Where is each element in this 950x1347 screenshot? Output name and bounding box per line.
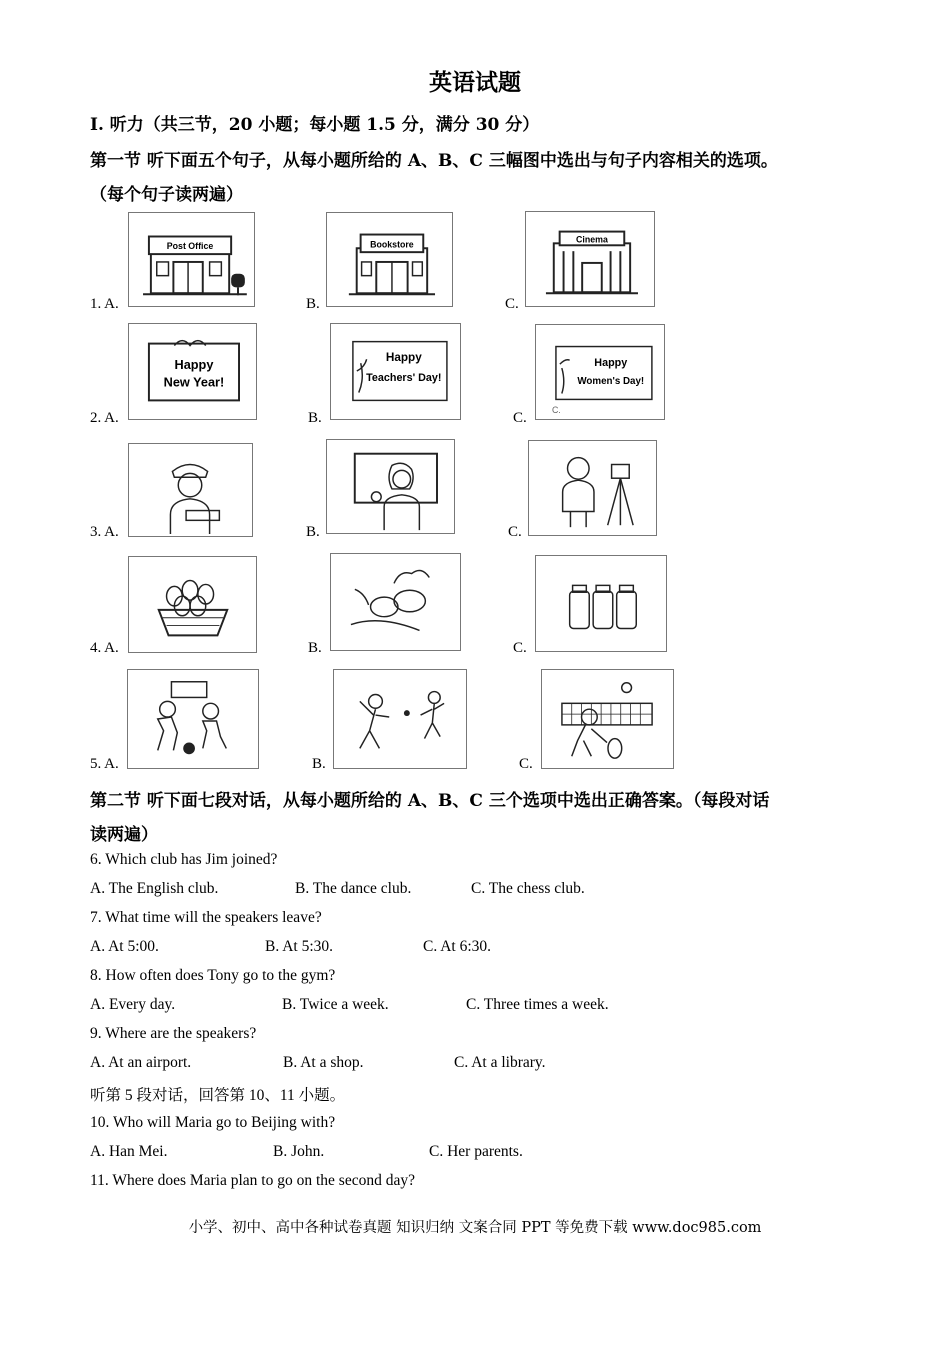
section1-instruction-line1: 第一节 听下面五个句子，从每小题所给的 A、B、C 三幅图中选出与句子内容相关的选项。: [90, 151, 778, 171]
dialog5-note: 听第 5 段对话，回答第 10、11 小题。: [90, 1087, 346, 1104]
q8-option-b[interactable]: B. Twice a week.: [282, 996, 389, 1013]
q5-label-b: B.: [312, 756, 326, 772]
q1-label-c: C.: [505, 296, 519, 312]
q5-option-c-tennis-image[interactable]: [541, 669, 674, 769]
q10-option-c[interactable]: C. Her parents.: [429, 1143, 523, 1160]
question-11: 11. Where does Maria plan to go on the second day?: [90, 1172, 415, 1189]
q3-label-b: B.: [306, 524, 320, 540]
q9-option-c[interactable]: C. At a library.: [454, 1054, 546, 1071]
q2-card-a-line2: New Year!: [163, 374, 225, 390]
q2-label-c: C.: [513, 410, 527, 426]
q1-option-c-cinema-image[interactable]: [525, 211, 655, 307]
q3-option-a-nurse-image[interactable]: [128, 443, 253, 537]
q3-option-c-reporter-image[interactable]: [528, 440, 657, 536]
q2-card-b-line2: Teachers' Day!: [366, 371, 442, 384]
q3-label-c: C.: [508, 524, 522, 540]
q4-label-b: B.: [308, 640, 322, 656]
q5-label-a: 5. A.: [90, 756, 119, 772]
q2-card-a-line1: Happy: [174, 357, 214, 373]
q2-card-c-line2: Women's Day!: [577, 375, 645, 387]
q7-option-c[interactable]: C. At 6:30.: [423, 938, 492, 955]
q5-label-c: C.: [519, 756, 533, 772]
q9-option-a[interactable]: A. At an airport.: [90, 1054, 192, 1071]
question-8: 8. How often does Tony go to the gym?: [90, 967, 336, 984]
q8-option-c[interactable]: C. Three times a week.: [466, 996, 609, 1013]
q10-option-a[interactable]: A. Han Mei.: [90, 1143, 168, 1160]
q5-option-b-baseball-image[interactable]: [333, 669, 467, 769]
q1-label-a: 1. A.: [90, 296, 119, 312]
q2-option-c-womens-day-card[interactable]: [535, 324, 665, 420]
q10-option-b[interactable]: B. John.: [273, 1143, 325, 1160]
q1-bookstore-sign: Bookstore: [370, 239, 414, 250]
q4-label-a: 4. A.: [90, 640, 119, 656]
q4-option-a-eggs-basket-image[interactable]: [128, 556, 257, 653]
q7-option-a[interactable]: A. At 5:00.: [90, 938, 159, 955]
q7-option-b[interactable]: B. At 5:30.: [265, 938, 334, 955]
q9-option-b[interactable]: B. At a shop.: [283, 1054, 364, 1071]
q2-card-c-mark: C.: [552, 405, 561, 416]
part1-heading: Ⅰ. 听力（共三节，20 小题；每小题 1.5 分，满分 30 分）: [90, 115, 540, 135]
question-6: 6. Which club has Jim joined?: [90, 851, 278, 868]
q6-option-a[interactable]: A. The English club.: [90, 880, 219, 897]
question-9: 9. Where are the speakers?: [90, 1025, 257, 1042]
q5-option-a-soccer-image[interactable]: [127, 669, 259, 769]
q1-option-b-bookstore-image[interactable]: [326, 212, 453, 307]
question-7: 7. What time will the speakers leave?: [90, 909, 322, 926]
q2-label-a: 2. A.: [90, 410, 119, 426]
section2-instruction-line1: 第二节 听下面七段对话，从每小题所给的 A、B、C 三个选项中选出正确答案。（每段对话: [90, 791, 770, 811]
q6-option-b[interactable]: B. The dance club.: [295, 880, 412, 897]
page-footer: 小学、初中、高中各种试卷真题 知识归纳 文案合同 PPT 等免费下载 www.doc985.com: [188, 1220, 762, 1236]
q2-option-a-new-year-card[interactable]: [128, 323, 257, 420]
q1-label-b: B.: [306, 296, 320, 312]
q2-label-b: B.: [308, 410, 322, 426]
section2-instruction-line2: 读两遍）: [90, 825, 158, 845]
q4-option-c-jars-image[interactable]: [535, 555, 667, 652]
q1-option-a-post-office-image[interactable]: [128, 212, 255, 307]
exam-title: 英语试题: [429, 69, 521, 96]
q2-option-b-teachers-day-card[interactable]: [330, 323, 461, 420]
q1-cinema-sign: Cinema: [576, 234, 608, 245]
q3-option-b-teacher-image[interactable]: [326, 439, 455, 534]
section1-instruction-line2: （每个句子读两遍）: [90, 185, 243, 205]
q3-label-a: 3. A.: [90, 524, 119, 540]
q1-post-office-sign: Post Office: [166, 241, 214, 252]
q8-option-a[interactable]: A. Every day.: [90, 996, 176, 1013]
question-10: 10. Who will Maria go to Beijing with?: [90, 1114, 336, 1131]
q4-label-c: C.: [513, 640, 527, 656]
q4-option-b-vegetables-image[interactable]: [330, 553, 461, 651]
q6-option-c[interactable]: C. The chess club.: [471, 880, 585, 897]
q2-card-b-line1: Happy: [385, 351, 422, 365]
q2-card-c-line1: Happy: [594, 357, 628, 370]
